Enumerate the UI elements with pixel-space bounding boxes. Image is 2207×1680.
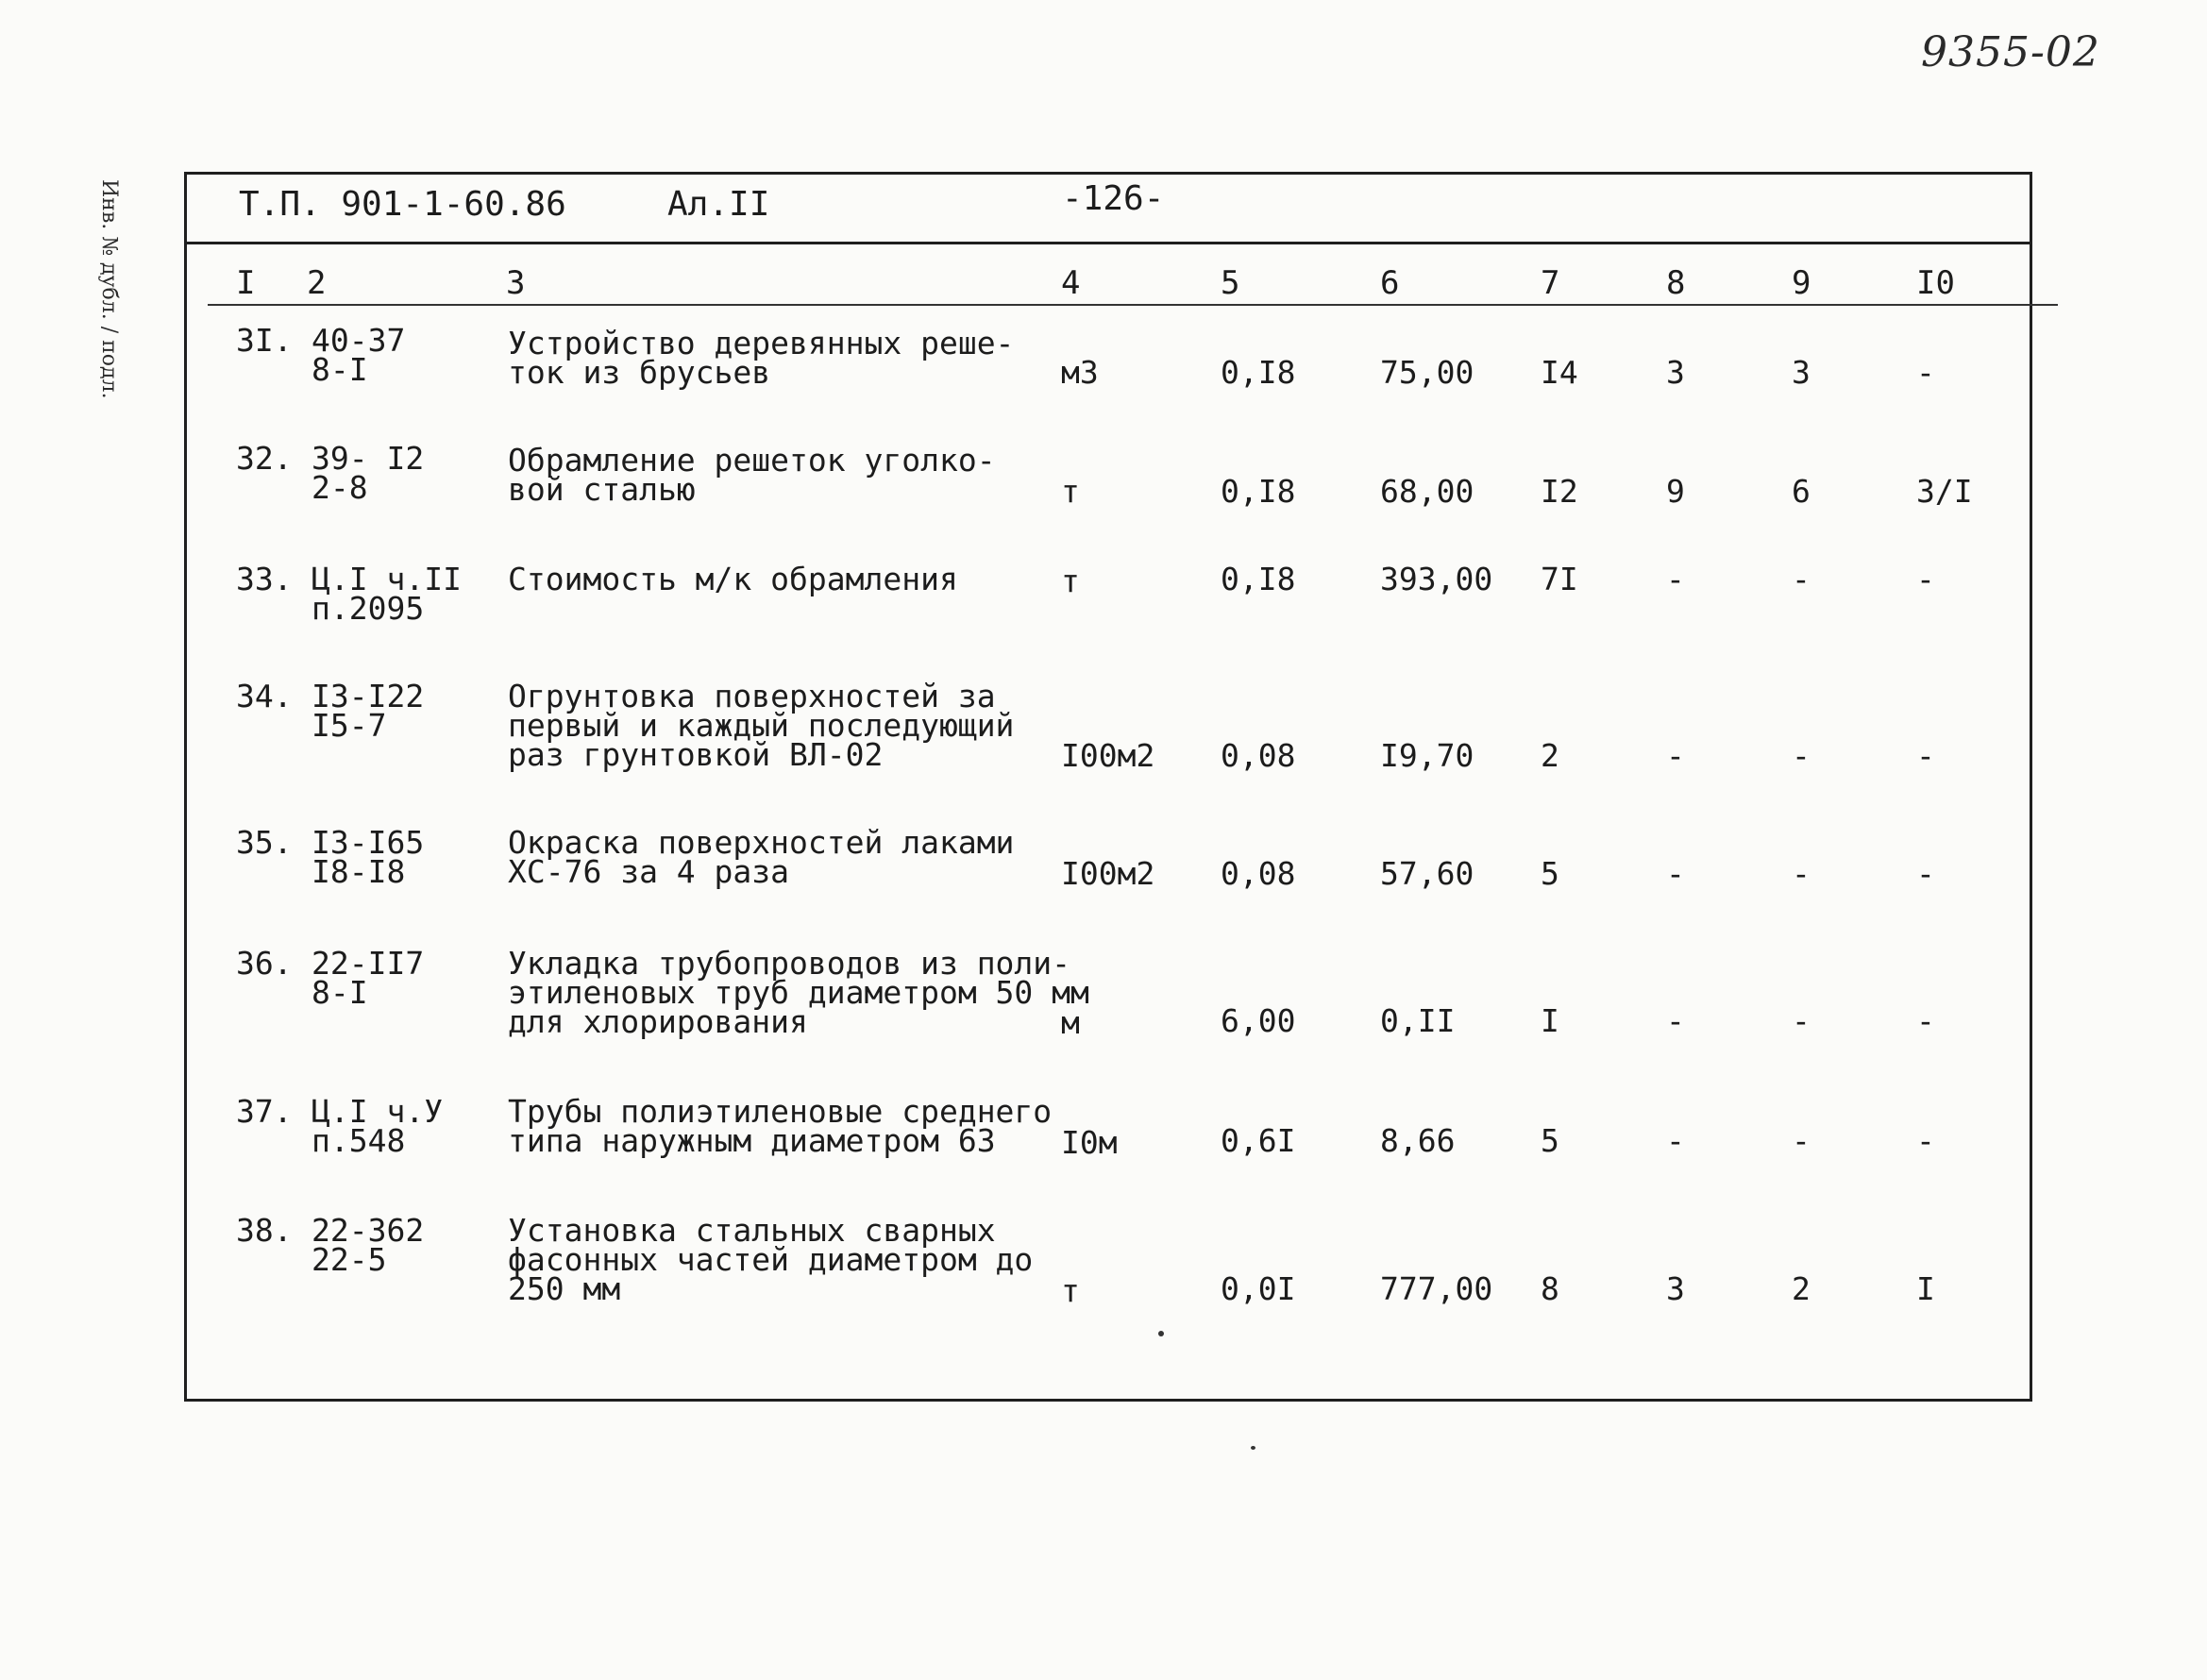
quantity-cell: 0,I8 — [1221, 354, 1296, 391]
row-number: 38. — [236, 1212, 293, 1249]
column-7-cell: I — [1541, 1002, 1559, 1039]
column-10-cell: - — [1916, 561, 1935, 597]
column-7-cell: 5 — [1541, 1122, 1559, 1159]
work-description-line: Стоимость м/к обрамления — [508, 561, 958, 597]
price-cell: I9,70 — [1380, 737, 1474, 774]
unit-cell: м — [1061, 1004, 1080, 1041]
norm-code-line: 22-362 — [312, 1212, 425, 1249]
column-10-cell: - — [1916, 354, 1935, 391]
column-number-8: 8 — [1666, 264, 1686, 302]
work-description-line: Обрамление решеток уголко- — [508, 442, 996, 479]
row-number: 36. — [236, 945, 293, 982]
document-number: 9355-02 — [1921, 28, 2100, 76]
norm-code-line: 39- I2 — [312, 440, 425, 477]
norm-code-line: 8-I — [312, 351, 368, 388]
column-10-cell: - — [1916, 737, 1935, 774]
unit-cell: I00м2 — [1061, 737, 1155, 774]
work-description-line: Установка стальных сварных — [508, 1212, 996, 1249]
work-description-line: фасонных частей диаметром до — [508, 1241, 1034, 1278]
column-9-cell: 6 — [1792, 473, 1811, 510]
album-label: Ал.II — [667, 185, 770, 224]
column-number-7: 7 — [1541, 264, 1560, 302]
column-9-cell: 2 — [1792, 1270, 1811, 1307]
row-number: 37. — [236, 1093, 293, 1130]
price-cell: 777,00 — [1380, 1270, 1493, 1307]
column-8-cell: - — [1666, 737, 1685, 774]
row-number: 35. — [236, 824, 293, 861]
column-7-cell: 7I — [1541, 561, 1578, 597]
column-9-cell: 3 — [1792, 354, 1811, 391]
side-margin-note: Инв. № дубл. / подл. — [97, 179, 121, 399]
header-divider — [184, 242, 2032, 244]
column-number-5: 5 — [1221, 264, 1240, 302]
norm-code-line: 8-I — [312, 974, 368, 1011]
unit-cell: I0м — [1061, 1124, 1118, 1161]
unit-cell: т — [1061, 473, 1080, 510]
work-description-line: Трубы полиэтиленовые среднего — [508, 1093, 1053, 1130]
column-10-cell: I — [1916, 1270, 1935, 1307]
column-9-cell: - — [1792, 1002, 1811, 1039]
column-8-cell: 3 — [1666, 1270, 1685, 1307]
norm-code-line: I8-I8 — [312, 853, 406, 890]
quantity-cell: 6,00 — [1221, 1002, 1296, 1039]
norm-code-line: п.2095 — [312, 590, 425, 627]
unit-cell: м3 — [1061, 354, 1099, 391]
norm-code-line: 40-37 — [312, 322, 406, 359]
column-9-cell: - — [1792, 855, 1811, 892]
work-description-line: этиленовых труб диаметром 50 мм — [508, 974, 1089, 1011]
work-description-line: Огрунтовка поверхностей за — [508, 678, 996, 714]
column-7-cell: I2 — [1541, 473, 1578, 510]
column-7-cell: 2 — [1541, 737, 1559, 774]
price-cell: 68,00 — [1380, 473, 1474, 510]
row-number: 3I. — [236, 322, 293, 359]
column-8-cell: - — [1666, 855, 1685, 892]
norm-code-line: 2-8 — [312, 469, 368, 506]
column-8-cell: - — [1666, 1002, 1685, 1039]
column-7-cell: 5 — [1541, 855, 1559, 892]
work-description-line: Укладка трубопроводов из поли- — [508, 945, 1071, 982]
column-9-cell: - — [1792, 737, 1811, 774]
unit-cell: т — [1061, 563, 1080, 599]
column-8-cell: - — [1666, 561, 1685, 597]
norm-code-line: I3-I65 — [312, 824, 425, 861]
column-number-3: 3 — [506, 264, 526, 302]
quantity-cell: 0,0I — [1221, 1270, 1296, 1307]
ink-speck — [1158, 1331, 1164, 1336]
norm-code-line: 22-5 — [312, 1241, 387, 1278]
quantity-cell: 0,6I — [1221, 1122, 1296, 1159]
column-number-1: I — [236, 264, 256, 302]
work-description-line: ток из брусьев — [508, 354, 771, 391]
quantity-cell: 0,08 — [1221, 855, 1296, 892]
column-7-cell: I4 — [1541, 354, 1578, 391]
row-number: 34. — [236, 678, 293, 714]
norm-code-line: I5-7 — [312, 707, 387, 744]
column-number-9: 9 — [1792, 264, 1811, 302]
quantity-cell: 0,I8 — [1221, 473, 1296, 510]
norm-code-line: 22-II7 — [312, 945, 425, 982]
work-description-line: для хлорирования — [508, 1003, 808, 1040]
series-label: Т.П. 901-1-60.86 — [239, 185, 566, 224]
quantity-cell: 0,I8 — [1221, 561, 1296, 597]
column-number-2: 2 — [307, 264, 327, 302]
row-number: 32. — [236, 440, 293, 477]
table-frame — [184, 172, 2032, 1402]
norm-code-line: п.548 — [312, 1122, 406, 1159]
column-8-cell: 3 — [1666, 354, 1685, 391]
price-cell: 0,II — [1380, 1002, 1456, 1039]
row-number: 33. — [236, 561, 293, 597]
work-description-line: Окраска поверхностей лаками — [508, 824, 1015, 861]
column-number-6: 6 — [1380, 264, 1400, 302]
work-description-line: первый и каждый последующий — [508, 707, 1015, 744]
column-number-4: 4 — [1061, 264, 1081, 302]
column-8-cell: 9 — [1666, 473, 1685, 510]
ink-speck — [1251, 1446, 1255, 1450]
column-7-cell: 8 — [1541, 1270, 1559, 1307]
column-10-cell: 3/I — [1916, 473, 1973, 510]
norm-code-line: Ц.I ч.У — [312, 1093, 444, 1130]
column-10-cell: - — [1916, 1122, 1935, 1159]
price-cell: 75,00 — [1380, 354, 1474, 391]
unit-cell: I00м2 — [1061, 855, 1155, 892]
column-number-10: I0 — [1916, 264, 1955, 302]
column-10-cell: - — [1916, 1002, 1935, 1039]
unit-cell: т — [1061, 1272, 1080, 1309]
price-cell: 393,00 — [1380, 561, 1493, 597]
work-description-line: ХС-76 за 4 раза — [508, 853, 790, 890]
column-9-cell: - — [1792, 1122, 1811, 1159]
column-10-cell: - — [1916, 855, 1935, 892]
work-description-line: раз грунтовкой ВЛ-02 — [508, 736, 884, 773]
page-number: -126- — [1062, 179, 1165, 218]
column-header-divider — [208, 304, 2058, 306]
work-description-line: Устройство деревянных реше- — [508, 325, 1015, 361]
column-9-cell: - — [1792, 561, 1811, 597]
work-description-line: вой сталью — [508, 471, 696, 508]
norm-code-line: Ц.I ч.II — [312, 561, 462, 597]
quantity-cell: 0,08 — [1221, 737, 1296, 774]
norm-code-line: I3-I22 — [312, 678, 425, 714]
price-cell: 57,60 — [1380, 855, 1474, 892]
work-description-line: типа наружным диаметром 63 — [508, 1122, 996, 1159]
column-8-cell: - — [1666, 1122, 1685, 1159]
work-description-line: 250 мм — [508, 1270, 621, 1307]
price-cell: 8,66 — [1380, 1122, 1456, 1159]
